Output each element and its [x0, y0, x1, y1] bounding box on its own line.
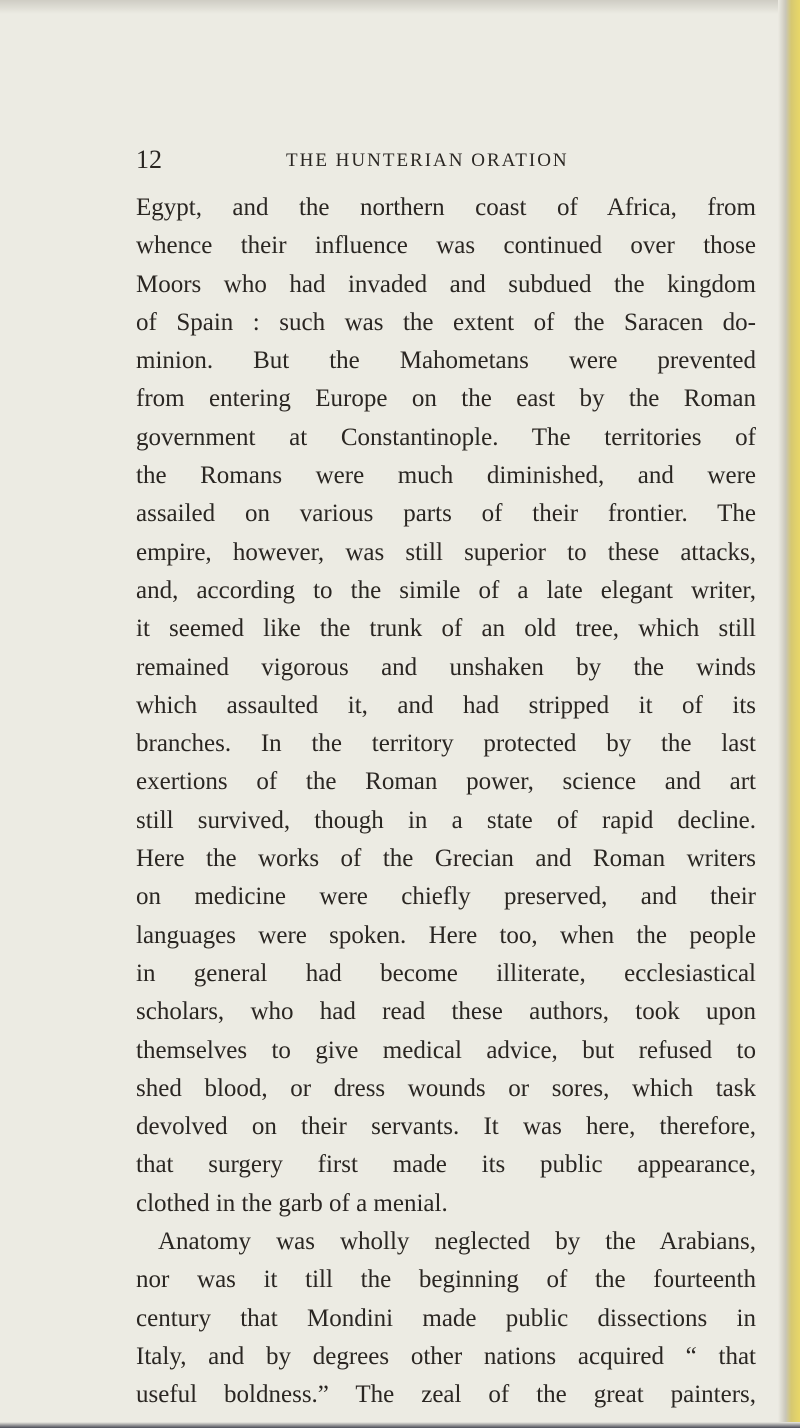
text-line: Egypt, and the northern coast of Africa, from — [136, 194, 756, 221]
text-line: empire, however, was still superior to these attacks, — [136, 538, 756, 566]
text-line: that surgery first made its public appearance, — [136, 1151, 756, 1179]
text-line: Italy, and by degrees other nations acquired “ that — [136, 1342, 756, 1370]
body-text — [136, 189, 756, 1415]
text-line: assailed on various parts of their frontier. The — [136, 500, 756, 528]
text-line: century that Mondini made public dissections in — [136, 1304, 756, 1332]
text-line: Moors who had invaded and subdued the kingdom — [136, 270, 756, 298]
text-line: exertions of the Roman power, science and art — [136, 768, 756, 796]
running-title: THE HUNTERIAN ORATION — [286, 150, 569, 171]
text-line: whence their influence was continued over those — [136, 232, 756, 260]
page-edge-bottom — [0, 1422, 800, 1428]
running-header — [136, 146, 776, 174]
text-line: themselves to give medical advice, but refused to — [136, 1036, 756, 1064]
text-line: which assaulted it, and had stripped it of its — [136, 691, 756, 719]
text-line: in general had become illiterate, ecclesiastical — [136, 959, 756, 987]
text-line: Here the works of the Grecian and Roman writers — [136, 845, 756, 873]
text-line: nor was it till the beginning of the fourteenth — [136, 1266, 756, 1294]
text-line: still survived, though in a state of rapid decline. — [136, 806, 756, 834]
page-edge-right — [778, 0, 800, 1428]
text-line: shed blood, or dress wounds or sores, which task — [136, 1074, 756, 1102]
text-line: government at Constantinople. The territories of — [136, 423, 756, 451]
text-line: it seemed like the trunk of an old tree, which still — [136, 615, 756, 643]
text-line: branches. In the territory protected by the last — [136, 730, 756, 758]
text-line: devolved on their servants. It was here, therefore, — [136, 1113, 756, 1141]
text-line: on medicine were chiefly preserved, and their — [136, 883, 756, 911]
text-line: from entering Europe on the east by the Roman — [136, 385, 756, 413]
text-line: of Spain : such was the extent of the Saracen do- — [136, 308, 756, 336]
text-line: the Romans were much diminished, and were — [136, 462, 756, 490]
text-line: clothed in the garb of a menial. — [136, 1189, 448, 1217]
text-line: and, according to the simile of a late elegant writer, — [136, 576, 756, 604]
text-line: scholars, who had read these authors, took upon — [136, 998, 756, 1026]
page-number: 12 — [136, 145, 162, 174]
text-line: Anatomy was wholly neglected by the Arabians, — [158, 1228, 756, 1256]
text-line: remained vigorous and unshaken by the winds — [136, 653, 756, 681]
text-line: languages were spoken. Here too, when the people — [136, 921, 756, 949]
text-line: minion. But the Mahometans were prevented — [136, 347, 756, 375]
text-line: useful boldness.” The zeal of the great painters, — [136, 1381, 756, 1409]
page-top-shadow — [0, 0, 800, 14]
